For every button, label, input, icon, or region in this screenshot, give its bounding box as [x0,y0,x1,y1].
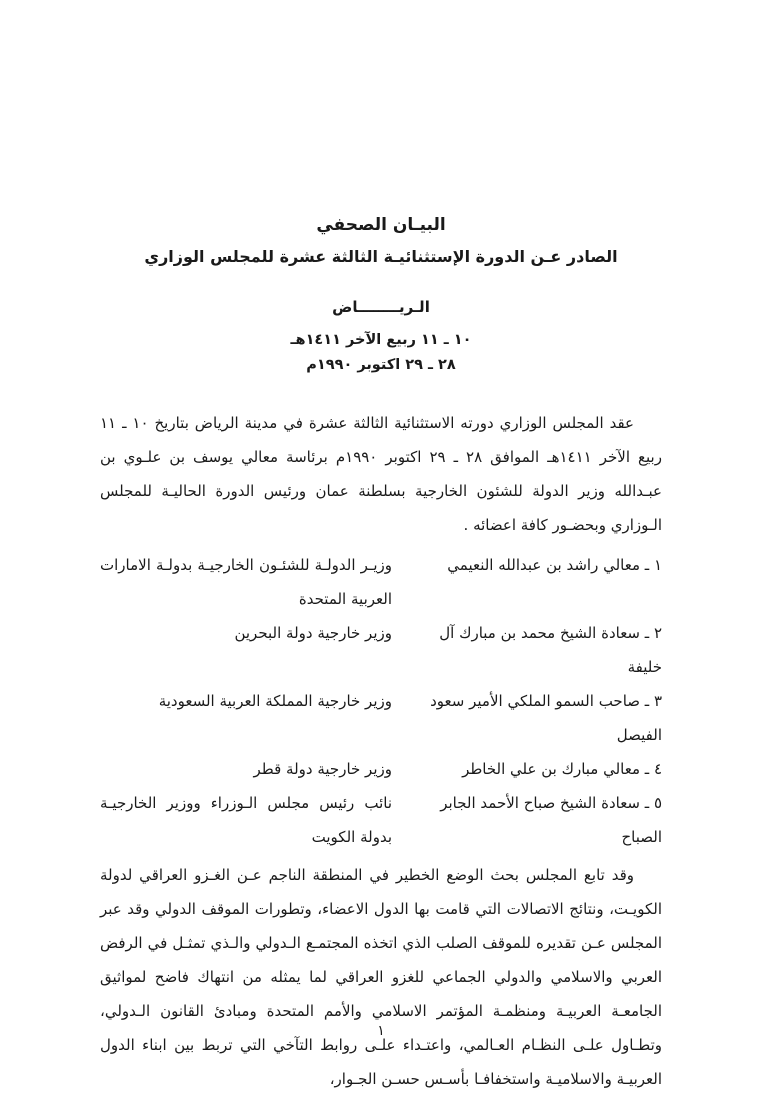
attendee-name: ٥ ـ سعادة الشيخ صباح الأحمد الجابر الصباح [440,794,662,846]
attendees-list [100,548,662,854]
opening-paragraph: عقد المجلس الوزاري دورته الاستثنائية الثالثة عشرة في مدينة الرياض بتاريخ ١٠ ـ ١١ ربيع الآخر ١٤١١هـ الموافق ٢٨ ـ ٢٩ اكتوبر ١٩٩٠م برئاسة معالي يوسف بن علـوي بن عبـدالله وزير الدولة للشئون الخارجية بسلطنة عمان ورئيس الدورة الحاليـة للمجلس الـوزاري وبحضـور كافة اعضائه . [100,414,662,534]
document-header [100,212,662,378]
attendee-row [100,684,662,752]
attendee-name: ٣ ـ صاحب السمو الملكي الأمير سعود الفيصل [430,692,662,744]
press-statement-title: البيـان الصحفي [316,215,446,235]
attendee-row [100,752,662,786]
date-gregorian: ٢٨ ـ ٢٩ اكتوبر ١٩٩٠م [306,357,456,373]
session-subtitle: الصادر عـن الدورة الإستثنائيـة الثالثة عشرة للمجلس الوزاري [144,247,618,266]
attendee-title: وزير خارجية دولة قطر [253,760,392,778]
closing-paragraph: وقد تابع المجلس بحث الوضع الخطير في المنطقة الناجم عـن الغـزو العراقي لدولة الكويـت، ونتائج الاتصالات التي قامت بها الدول الاعضاء، وتطورات الموقف الدولي وقد عبر المجلس عـن تقديره للموقف الصلب الذي اتخذه المجتمـع الـدولي والـذي تمثـل في الرفض العربي والاسلامي والدولي الجماعي للغزو العراقي لما يمثله من انتهاك فاضح لمواثيق الجامعـة العربيـة ومنظمـة المؤتمر الاسلامي والأمم المتحدة ومبادئ القانون الـدولي، وتطـاول علـى النظـام العـالمي، واعتـداء علـى روابط التآخي التي تربط بين ابناء الدول العربيـة والاسلاميـة واستخفافـا بأسـس حسـن الجـوار، [100,866,662,1088]
page-number: ١ [377,1023,385,1039]
attendee-row [100,786,662,854]
attendee-title: وزير خارجية المملكة العربية السعودية [158,692,392,710]
attendee-title: وزير خارجية دولة البحرين [234,624,392,642]
attendee-title: وزيـر الدولـة للشئـون الخارجيـة بدولـة الامارات العربية المتحدة [100,556,392,608]
location-line: الـريــــــــاض [332,298,430,316]
attendee-name: ١ ـ معالي راشد بن عبدالله النعيمي [447,556,662,574]
attendee-row [100,616,662,684]
attendee-row [100,548,662,616]
attendee-name: ٤ ـ معالي مبارك بن علي الخاطر [462,760,662,778]
attendee-title: نائب رئيس مجلس الـوزراء ووزير الخارجيـة بدولة الكويت [100,794,392,846]
attendee-name: ٢ ـ سعادة الشيخ محمد بن مبارك آل خليفة [439,624,662,676]
date-hijri: ١٠ ـ ١١ ربيع الآخر ١٤١١هـ [290,332,472,348]
